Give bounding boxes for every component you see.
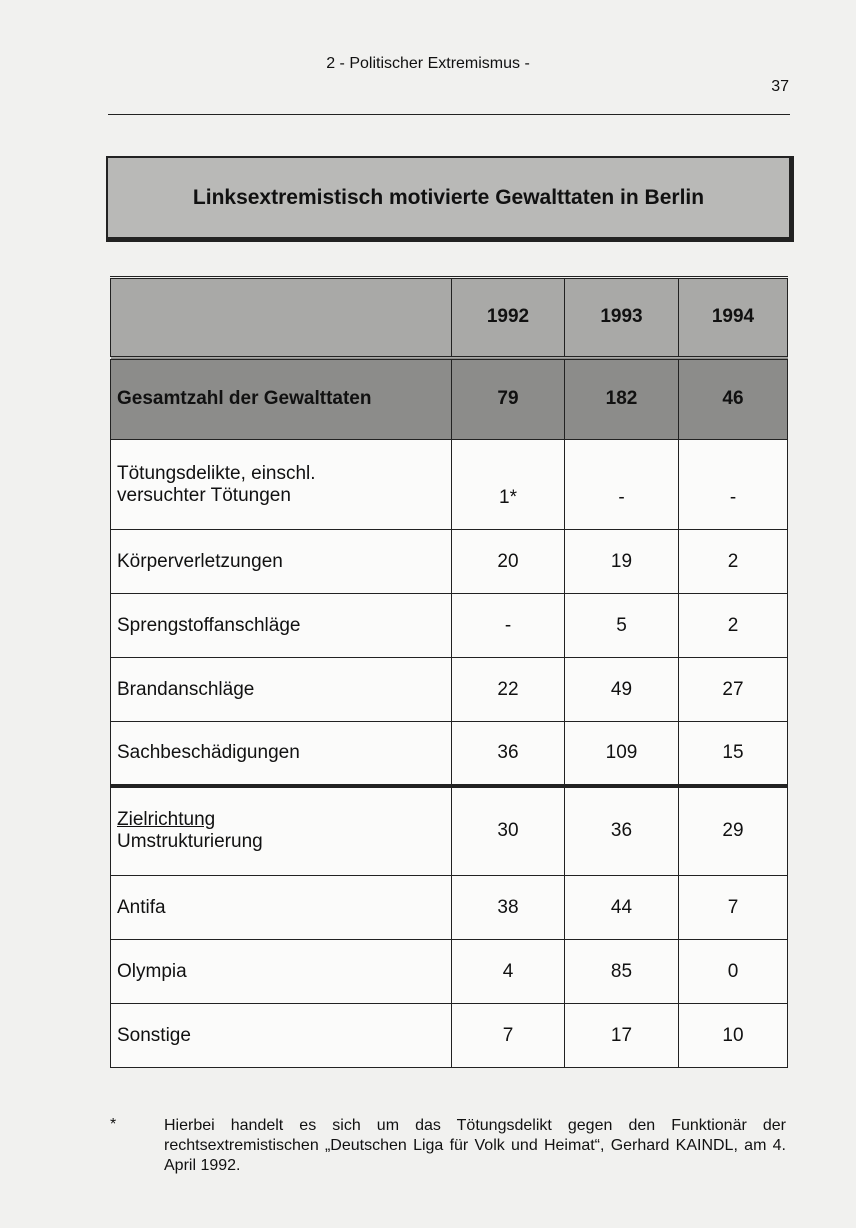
table-row — [111, 530, 788, 594]
header-empty-cell — [111, 278, 452, 358]
cell-1993: 19 — [565, 530, 679, 594]
cell-1993: 109 — [565, 722, 679, 786]
footnote-mark: * — [110, 1116, 117, 1133]
cell-1993: - — [565, 440, 679, 530]
table-header-row — [111, 278, 788, 358]
cell-1992: 7 — [452, 1004, 565, 1068]
cell-1994: 15 — [679, 722, 788, 786]
footnote-text: Hierbei handelt es sich um das Tötungsdelikt gegen den Funktionär der rechtsextremistischen „Deutschen Liga für Volk und Heimat“, Gerhard KAINDL, am 4. April 1992. — [164, 1117, 786, 1174]
table-row — [111, 722, 788, 786]
total-row — [111, 358, 788, 440]
cell-1992: 20 — [452, 530, 565, 594]
table-row — [111, 440, 788, 530]
row-label: Sachbeschädigungen — [111, 722, 452, 786]
cell-1994: 2 — [679, 594, 788, 658]
row-label: Sonstige — [111, 1004, 452, 1068]
row-label: Olympia — [111, 940, 452, 1004]
column-header-1993: 1993 — [565, 278, 679, 358]
total-1994: 46 — [679, 358, 788, 440]
row-label: Körperverletzungen — [111, 530, 452, 594]
row-label: Brandanschläge — [111, 658, 452, 722]
cell-1992: - — [452, 594, 565, 658]
row-label: Sprengstoffanschläge — [111, 594, 452, 658]
table-title: Linksextremistisch motivierte Gewalttaten in Berlin — [192, 185, 705, 209]
header-divider — [108, 114, 790, 115]
cell-1992: 30 — [452, 786, 565, 876]
cell-1992: 1* — [452, 440, 565, 530]
cell-1992: 4 — [452, 940, 565, 1004]
page-number: 37 — [771, 78, 789, 95]
column-header-1994: 1994 — [679, 278, 788, 358]
total-label: Gesamtzahl der Gewalttaten — [111, 358, 452, 440]
cell-1992: 38 — [452, 876, 565, 940]
cell-1994: 10 — [679, 1004, 788, 1068]
cell-1992: 36 — [452, 722, 565, 786]
cell-1993: 44 — [565, 876, 679, 940]
table-title-box — [106, 156, 794, 242]
cell-1994: 0 — [679, 940, 788, 1004]
row-label — [111, 786, 452, 876]
cell-1992: 22 — [452, 658, 565, 722]
table-row — [111, 658, 788, 722]
cell-1993: 36 — [565, 786, 679, 876]
row-label-line1: Tötungsdelikte, einschl. — [117, 462, 316, 484]
total-1992: 79 — [452, 358, 565, 440]
row-label: Antifa — [111, 876, 452, 940]
table-row — [111, 876, 788, 940]
target-heading: Zielrichtung — [117, 809, 216, 831]
cell-1993: 17 — [565, 1004, 679, 1068]
cell-1994: 27 — [679, 658, 788, 722]
chapter-header: 2 - Politischer Extremismus - — [326, 55, 530, 72]
row-label-text: Umstrukturierung — [117, 831, 263, 853]
footnote — [110, 1116, 786, 1176]
cell-1994: 29 — [679, 786, 788, 876]
table-row — [111, 786, 788, 876]
table-row — [111, 594, 788, 658]
cell-1994: - — [679, 440, 788, 530]
row-label — [111, 440, 452, 530]
row-label-line2: versuchter Tötungen — [117, 484, 291, 506]
table-row — [111, 1004, 788, 1068]
total-1993: 182 — [565, 358, 679, 440]
cell-1993: 49 — [565, 658, 679, 722]
table-row — [111, 940, 788, 1004]
statistics-table — [110, 276, 788, 1068]
cell-1993: 5 — [565, 594, 679, 658]
cell-1994: 7 — [679, 876, 788, 940]
cell-1993: 85 — [565, 940, 679, 1004]
column-header-1992: 1992 — [452, 278, 565, 358]
cell-1994: 2 — [679, 530, 788, 594]
